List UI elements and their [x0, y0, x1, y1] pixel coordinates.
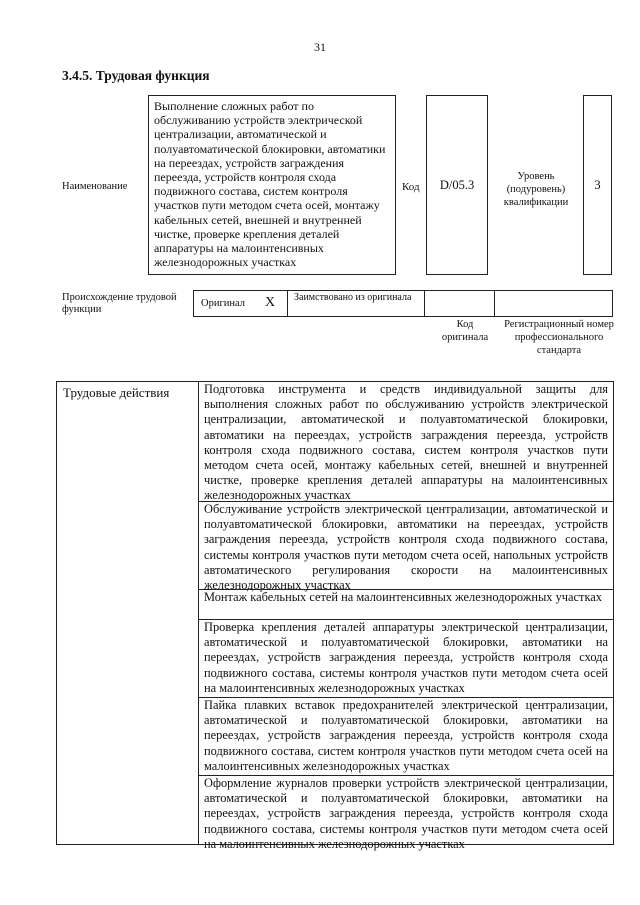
labor-action-row: Оформление журналов проверки устройств электрической централизации, автоматической и полуавтоматической блокировки, автоматики на переездах, устройств заграждения переезда, устройств контроля схода подвижного состава, системы контроля участков пути методом счета осей на малоинтенсивных железнодорожных участках — [199, 775, 613, 844]
registration-number-cell — [494, 290, 613, 317]
code-original-label: Код оригинала — [441, 319, 489, 343]
qualification-level-box — [583, 95, 612, 275]
labor-actions-table — [56, 381, 614, 851]
code-original-cell — [424, 290, 494, 317]
labor-action-row: Обслуживание устройств электрической централизации, автоматической и полуавтоматической блокировки, автоматики на переездах, устройств заграждения переезда, устройств контроля схода подвижного состава, системы контроля участков пути методом счета осей, напольных устройств автоматического регулирования скорости на малоинтенсивных железнодорожных участках — [199, 501, 613, 589]
section-title: 3.4.5. Трудовая функция — [62, 68, 210, 83]
qualification-level-value: 3 — [594, 177, 601, 192]
name-label: Наименование — [62, 181, 128, 192]
borrowed-label: Заимствовано из оригинала — [294, 292, 412, 303]
original-mark: X — [265, 295, 276, 310]
registration-number-label: Регистрационный номер профессионального стандарта — [504, 319, 614, 356]
labor-action-row: Подготовка инструмента и средств индивидуальной защиты для выполнения сложных работ по обслуживанию устройств электрической централизации, автоматической и полуавтоматической блокировки, автоматики на переездах, устройств заграждения переезда, устройств контроля схода подвижного состава, систем контроля участков пути методом счета осей, монтажу кабельных сетей, внешней и внутренней чистке, проверке крепления деталей аппаратуры на малоинтенсивных железнодорожных участках — [204, 382, 608, 503]
labor-action-row: Пайка плавких вставок предохранителей электрической централизации, автоматической и полуавтоматической блокировки, автоматики на переездах, устройств заграждения переезда, устройств контроля схода подвижного состава, систем контроля участков пути методом счета осей на малоинтенсивных железнодорожных участках — [199, 697, 613, 775]
function-name-box — [148, 95, 396, 275]
labor-action-row: Монтаж кабельных сетей на малоинтенсивных железнодорожных участках — [199, 589, 613, 619]
labor-actions-header: Трудовые действия — [63, 385, 170, 400]
origin-label: Происхождение трудовой функции — [62, 292, 177, 315]
labor-actions-header-cell — [57, 382, 199, 844]
original-cell — [193, 290, 287, 317]
qualification-level-label: Уровень (подуровень) квалификации — [503, 171, 569, 208]
code-box — [426, 95, 488, 275]
function-name-value: Выполнение сложных работ по обслуживанию устройств электрической централизации, автоматической и полуавтоматической блокировки, автоматики на переездах, устройств заграждения переезда, устройств контроля схода подвижного состава, систем контроля участков пути методом счета осей, монтажу кабельных сетей, внешней и внутренней чистке, проверке крепления деталей аппаратуры на малоинтенсивных железнодорожных участках — [154, 99, 386, 270]
page-number: 31 — [314, 40, 326, 54]
origin-table — [193, 290, 613, 317]
code-value: D/05.3 — [439, 177, 475, 192]
borrowed-cell — [287, 290, 424, 317]
code-label: Код — [402, 181, 420, 193]
original-label: Оригинал — [201, 298, 245, 309]
labor-action-row: Проверка крепления деталей аппаратуры электрической централизации, автоматической и полуавтоматической блокировки, автоматики на переездах, устройств заграждения переезда, устройств контроля схода подвижного состава, системы контроля участков пути методом счета осей на малоинтенсивных железнодорожных участках — [199, 619, 613, 697]
